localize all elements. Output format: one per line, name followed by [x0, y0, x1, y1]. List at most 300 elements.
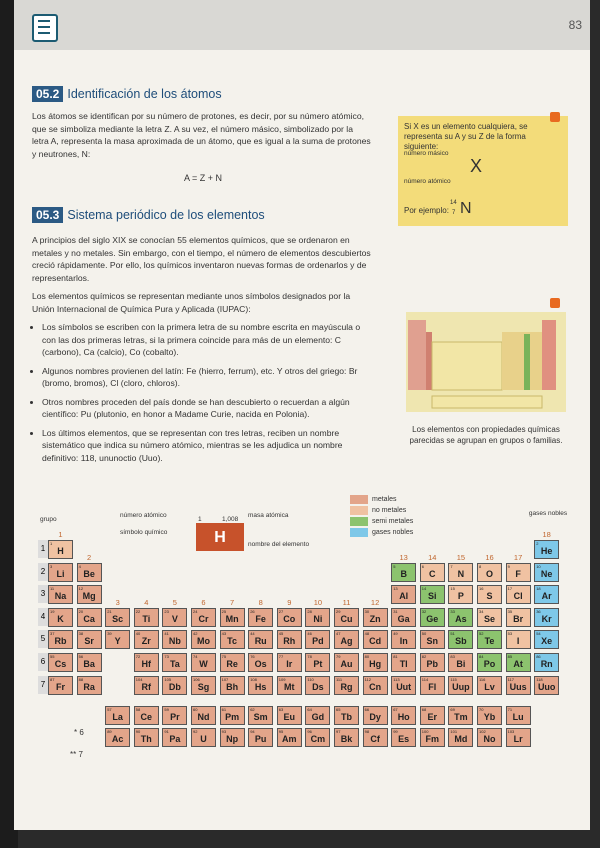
element-w	[191, 653, 216, 672]
symbol-key: símbolo químico	[120, 529, 168, 536]
element-symbol: Cf	[370, 734, 380, 745]
element-symbol: Nb	[168, 636, 181, 647]
atomic-number: 30	[364, 608, 370, 614]
element-er	[420, 706, 445, 725]
element-cr	[191, 608, 216, 627]
element-symbol: Bh	[226, 681, 239, 692]
atomic-number: 20	[78, 608, 84, 614]
element-symbol: La	[112, 711, 123, 722]
element-u	[191, 728, 216, 747]
period-number: 1	[38, 540, 48, 558]
atomic-number: 59	[164, 706, 169, 712]
atomic-number: 90	[135, 729, 141, 735]
atomic-number: 72	[135, 654, 141, 659]
element-ra	[77, 676, 102, 695]
atomic-number: 49	[393, 631, 398, 637]
atomic-number: 88	[78, 676, 84, 682]
atomic-number: 107	[221, 676, 229, 682]
period-number: 5	[38, 630, 48, 648]
atomic-number: 4	[78, 563, 81, 569]
element-h	[48, 540, 73, 559]
element-li	[48, 563, 73, 582]
element-rb	[48, 630, 73, 649]
element-symbol: Os	[254, 659, 267, 669]
element-symbol: Sm	[253, 711, 268, 722]
atomic-number: 19	[50, 608, 55, 614]
element-se	[477, 608, 502, 627]
element-k	[48, 608, 73, 627]
element-symbol: Dy	[369, 711, 381, 722]
atomic-number: 113	[393, 676, 400, 682]
element-md	[448, 728, 473, 747]
element-am	[277, 728, 302, 747]
element-symbol: Rn	[540, 659, 553, 669]
atomic-number: 94	[250, 729, 255, 735]
element-pm	[220, 706, 245, 725]
element-symbol: W	[199, 659, 208, 669]
element-symbol: Ho	[397, 711, 410, 722]
group-number: 18	[542, 530, 551, 539]
element-symbol: Uus	[509, 681, 527, 692]
legend-item	[350, 527, 413, 538]
element-gd	[305, 706, 330, 725]
element-symbol: Al	[399, 591, 409, 602]
element-symbol: K	[57, 613, 64, 624]
element-ne	[534, 563, 559, 582]
group-number: 17	[513, 552, 523, 562]
element-fl	[420, 676, 445, 695]
atomic-number-label: número atómico	[404, 178, 451, 185]
element-uus	[506, 676, 531, 695]
atomic-number: 96	[307, 729, 312, 735]
legend-label: gases nobles	[372, 529, 414, 536]
atomic-number: 53	[507, 631, 513, 637]
element-symbol: Lv	[484, 681, 495, 692]
element-symbol: Fm	[425, 734, 440, 745]
element-symbol: At	[513, 659, 523, 669]
element-symbol: Ni	[313, 613, 323, 624]
element-symbol: N	[457, 568, 465, 579]
element-symbol: Zn	[369, 613, 381, 624]
element-re	[220, 653, 245, 672]
element-be	[77, 563, 102, 582]
element-symbol: Bi	[456, 659, 466, 669]
element-symbol: Np	[226, 734, 239, 745]
element-ir	[277, 653, 302, 672]
element-at	[506, 653, 531, 672]
element-symbol: Yb	[483, 711, 496, 722]
group-number: 6	[201, 597, 206, 607]
atomic-number: 104	[135, 676, 143, 682]
atomic-number: 108	[250, 676, 257, 682]
atomic-number: 8	[479, 563, 482, 569]
element-uup	[448, 676, 473, 695]
element-symbol: Nd	[197, 711, 210, 722]
element-y	[105, 630, 130, 649]
group-number: 9	[287, 597, 292, 607]
header-band	[14, 0, 590, 50]
bullet-item: • Los símbolos se escriben con la primera letra de su nombre escrita en mayúscula o con las dos primeras letras, si la primera coincide para más de un elemento: C (carbono), Ca (calcio), Co (cobalto).	[42, 321, 372, 359]
element-tc	[220, 630, 245, 649]
element-au	[334, 653, 359, 672]
element-symbol-x: X	[470, 156, 483, 176]
atomic-number: 51	[450, 631, 455, 637]
section-number: 05.2	[32, 86, 63, 102]
element-zr	[134, 630, 159, 649]
atomic-number: 101	[450, 729, 458, 735]
element-symbol: No	[483, 734, 496, 745]
atomic-number: 97	[336, 729, 341, 735]
group-number: 2	[87, 552, 92, 562]
group-number: 5	[172, 597, 177, 607]
element-symbol: H	[57, 546, 64, 556]
atomic-number: 58	[135, 706, 141, 712]
element-symbol: Pm	[225, 711, 240, 722]
element-symbol: Tc	[227, 636, 238, 647]
atomic-number: 7	[450, 563, 453, 569]
element-symbol: Pr	[170, 711, 180, 722]
element-symbol: Se	[483, 613, 495, 624]
element-ac	[105, 728, 130, 747]
element-uuo	[534, 676, 559, 695]
pin-icon	[550, 112, 560, 122]
element-symbol: Sg	[197, 681, 210, 692]
element-in	[391, 630, 416, 649]
element-f	[506, 563, 531, 582]
atomic-number: 63	[278, 706, 284, 712]
element-symbol: Be	[83, 568, 95, 579]
element-symbol: Y	[114, 636, 121, 647]
element-symbol: Rb	[54, 636, 67, 647]
element-symbol: Bk	[340, 734, 353, 745]
element-symbol: Ti	[142, 613, 151, 624]
element-symbol: Ar	[541, 591, 552, 602]
element-os	[248, 653, 273, 672]
element-cu	[334, 608, 359, 627]
element-symbol: F	[515, 568, 521, 579]
atomic-number: 68	[421, 706, 427, 712]
atomic-number: 34	[479, 608, 484, 614]
element-mo	[191, 630, 216, 649]
atomic-number: 95	[278, 729, 284, 735]
grupo-label: grupo	[40, 516, 57, 523]
atomic-number: 116	[479, 676, 486, 682]
atomic-number: 105	[164, 676, 172, 682]
element-symbol: Re	[226, 659, 238, 669]
atomic-number: 45	[278, 631, 284, 637]
mass-number-label: número másico	[404, 150, 449, 157]
period-number: 3	[38, 585, 48, 603]
element-mg	[77, 585, 102, 604]
element-cm	[305, 728, 330, 747]
element-sc	[105, 608, 130, 627]
element-symbol: Er	[427, 711, 438, 722]
element-symbol: Cm	[310, 734, 326, 745]
element-symbol: Sr	[84, 636, 94, 647]
legend-swatch	[350, 517, 368, 526]
atomic-number: 28	[307, 608, 312, 614]
atomic-number: 66	[364, 706, 370, 712]
group-number: 8	[258, 597, 263, 607]
atomic-number: 74	[193, 654, 198, 659]
element-symbol: Uut	[396, 681, 412, 692]
atomic-number: 109	[278, 676, 286, 682]
element-symbol: Pb	[426, 659, 439, 669]
element-name-key: nombre del elemento	[248, 541, 310, 548]
paragraph-text: Los elementos químicos se representan mediante unos símbolos designados por la Unión Internacional de Química Pura y Aplicada (IUPAC):	[32, 291, 351, 314]
element-hf	[134, 653, 159, 672]
atomic-number: 99	[393, 729, 398, 735]
atomic-number: 70	[479, 706, 484, 712]
atomic-number: 103	[507, 729, 515, 735]
element-symbol: O	[485, 568, 493, 579]
example-label: Por ejemplo:	[404, 206, 449, 215]
atomic-number: 17	[507, 586, 513, 592]
element-symbol: In	[399, 636, 408, 647]
page	[14, 0, 590, 830]
atomic-number: 81	[393, 654, 398, 659]
element-symbol: Ne	[540, 568, 553, 579]
element-ce	[134, 706, 159, 725]
atomic-number: 55	[50, 654, 55, 659]
element-symbol: Ga	[397, 613, 410, 624]
paragraph-text: A principios del siglo XIX se conocían 55 elementos químicos, que se ordenaron en metales y no metales. Sin embargo, con el tiempo, el número de elementos descubiertos creció rápidamente. Por ello, los químicos inventaron nuevas formas de ordenarlos y de representarlos.	[32, 235, 371, 283]
info-box-intro: Si X es un elemento cualquiera, se representa su A y su Z de la forma siguiente:	[404, 122, 528, 151]
group-number: 3	[115, 597, 120, 607]
element-kr	[534, 608, 559, 627]
element-symbol: Es	[398, 734, 410, 745]
element-cf	[363, 728, 388, 747]
element-symbol: He	[540, 546, 553, 556]
atomic-number: 73	[164, 654, 169, 659]
element-sb	[448, 630, 473, 649]
group-number: 11	[342, 597, 351, 607]
atomic-number: 91	[164, 729, 169, 735]
element-symbol: Eu	[283, 711, 296, 722]
element-symbol: C	[429, 568, 436, 579]
bullet-item: • Otros nombres proceden del país donde se han descubierto o recuerdan a algún científico: Pu (plutonio, en honor a Madame Curie, nacida en Polonia).	[42, 396, 372, 421]
atomic-number: 11	[50, 586, 55, 592]
atomic-number: 1	[50, 541, 53, 546]
section-number: 05.3	[32, 207, 63, 223]
atomic-number: 62	[250, 706, 255, 712]
element-pr	[162, 706, 187, 725]
element-symbol: Uuo	[537, 681, 556, 692]
element-es	[391, 728, 416, 747]
atomic-number: 93	[221, 729, 227, 735]
atomic-number: 117	[507, 676, 514, 682]
element-na	[48, 585, 73, 604]
atomic-number: 27	[278, 608, 284, 614]
pin-icon	[550, 298, 560, 308]
element-he	[534, 540, 559, 559]
element-symbol: Te	[484, 636, 495, 647]
element-symbol: B	[400, 568, 407, 579]
atomic-number: 23	[164, 608, 169, 614]
atomic-number: 98	[364, 729, 370, 735]
info-box	[398, 116, 568, 226]
element-tb	[334, 706, 359, 725]
element-symbol: Sb	[455, 636, 467, 647]
element-symbol: Sn	[426, 636, 439, 647]
element-symbol: Hf	[141, 659, 152, 669]
atomic-number: 54	[536, 631, 541, 637]
element-symbol: Db	[168, 681, 181, 692]
element-symbol: Xe	[541, 636, 553, 647]
element-symbol: Pt	[313, 659, 323, 669]
element-fm	[420, 728, 445, 747]
element-cl	[506, 585, 531, 604]
bullet-list	[32, 321, 372, 464]
element-xe	[534, 630, 559, 649]
section-heading-05-3	[32, 207, 265, 223]
element-pd	[305, 630, 330, 649]
element-pa	[162, 728, 187, 747]
atomic-number: 14	[421, 586, 427, 592]
element-symbol: Mg	[82, 591, 96, 602]
paragraph-sistema	[32, 234, 372, 470]
element-symbol: As	[455, 613, 467, 624]
atomic-number: 52	[479, 631, 484, 637]
element-symbol: Cn	[369, 681, 382, 692]
atomic-number: 24	[193, 608, 198, 614]
atomic-number: 84	[479, 654, 484, 659]
element-sn	[420, 630, 445, 649]
element-mt	[277, 676, 302, 695]
element-rn	[534, 653, 559, 672]
atomic-number: 87	[50, 676, 55, 682]
element-hs	[248, 676, 273, 695]
atomic-number: 106	[193, 676, 200, 682]
section-heading-05-2	[32, 86, 222, 102]
element-symbol: Na	[54, 591, 67, 602]
element-symbol: Ac	[111, 734, 124, 745]
element-ti	[134, 608, 159, 627]
element-lu	[506, 706, 531, 725]
noble-gases-label: gases nobles	[528, 510, 568, 517]
atomic-number: 67	[393, 706, 398, 712]
element-si	[420, 585, 445, 604]
atomic-number: 15	[450, 586, 455, 592]
element-symbol: Th	[140, 734, 152, 745]
key-element-mass: 1,008	[222, 516, 239, 523]
formula: A = Z + N	[184, 173, 223, 183]
element-th	[134, 728, 159, 747]
element-lv	[477, 676, 502, 695]
element-te	[477, 630, 502, 649]
atomic-number: 2	[536, 541, 539, 546]
atomic-number: 26	[250, 608, 255, 614]
element-symbol: Am	[282, 734, 297, 745]
atomic-number: 35	[507, 608, 513, 614]
atomic-number: 102	[479, 729, 486, 735]
element-cs	[48, 653, 73, 672]
element-symbol: Ca	[83, 613, 95, 624]
period-number: 4	[38, 608, 48, 626]
element-symbol: P	[457, 591, 464, 602]
element-po	[477, 653, 502, 672]
element-symbol: Sc	[112, 613, 124, 624]
page-number: 83	[568, 18, 582, 32]
element-tl	[391, 653, 416, 672]
element-ta	[162, 653, 187, 672]
element-symbol: Fr	[56, 681, 65, 692]
element-symbol: Kr	[541, 613, 552, 624]
atomic-number: 65	[336, 706, 341, 712]
element-dy	[363, 706, 388, 725]
element-s	[477, 585, 502, 604]
element-ca	[77, 608, 102, 627]
atomic-number: 50	[421, 631, 427, 637]
element-symbol: Cl	[513, 591, 523, 602]
atomic-number: 40	[135, 631, 141, 637]
element-symbol: Po	[483, 659, 496, 669]
legend-label: no metales	[372, 507, 407, 514]
section-title: Sistema periódico de los elementos	[67, 208, 265, 222]
element-symbol: S	[486, 591, 493, 602]
period-number: 2	[38, 563, 48, 581]
element-la	[105, 706, 130, 725]
atomic-number: 100	[421, 729, 429, 735]
atomic-number: 64	[307, 706, 312, 712]
element-tm	[448, 706, 473, 725]
element-ba	[77, 653, 102, 672]
element-symbol: Mn	[225, 613, 239, 624]
atomic-number-key: número atómico	[120, 512, 167, 519]
atomic-number: 114	[421, 676, 429, 682]
element-symbol: V	[171, 613, 178, 624]
element-symbol: Uup	[452, 681, 470, 692]
legend-swatch	[350, 506, 368, 515]
atomic-number: 112	[364, 676, 371, 682]
element-bk	[334, 728, 359, 747]
element-br	[506, 608, 531, 627]
element-ag	[334, 630, 359, 649]
atomic-number: 48	[364, 631, 370, 637]
element-bh	[220, 676, 245, 695]
bullet-item: • Algunos nombres provienen del latín: Fe (hierro, ferrum), etc. Y otros del griego: Br (bromo, bromos), Cl (cloro, chloros).	[42, 365, 372, 390]
key-element-number: 1	[198, 516, 202, 523]
element-symbol: Br	[513, 613, 524, 624]
element-symbol: Ce	[140, 711, 153, 722]
example-mass: 14	[450, 200, 457, 206]
element-db	[162, 676, 187, 695]
atomic-number: 86	[536, 654, 541, 659]
atomic-mass-key: masa atómica	[248, 512, 289, 519]
group-number: 16	[485, 552, 494, 562]
legend-swatch	[350, 495, 368, 504]
element-fe	[248, 608, 273, 627]
element-symbol: Mt	[284, 681, 295, 692]
example-atomic: 7	[452, 210, 456, 216]
atomic-number: 92	[193, 729, 198, 735]
element-ge	[420, 608, 445, 627]
element-co	[277, 608, 302, 627]
element-symbol: Tm	[454, 711, 468, 722]
atomic-number: 56	[78, 654, 84, 659]
key-element-h: H	[196, 523, 244, 551]
atomic-number: 37	[50, 631, 55, 637]
legend-item	[350, 516, 413, 527]
element-symbol: Tb	[341, 711, 352, 722]
period-number: 7	[38, 676, 48, 694]
group-number: 4	[144, 597, 149, 607]
atomic-number: 31	[393, 608, 398, 614]
actinide-marker: ** 7	[70, 750, 83, 759]
element-rg	[334, 676, 359, 695]
legend-item	[350, 505, 413, 516]
element-symbol: Pa	[169, 734, 181, 745]
